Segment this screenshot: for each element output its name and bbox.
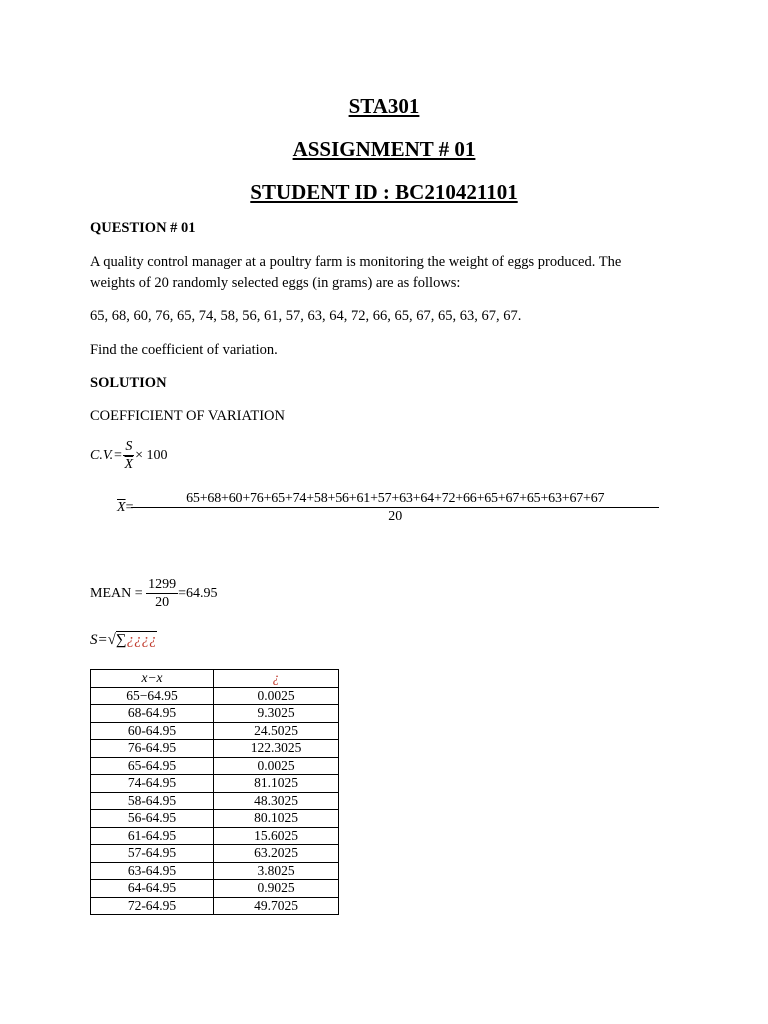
squared-deviation-cell: 0.0025 — [214, 757, 339, 775]
cv-formula — [90, 440, 168, 472]
squared-deviation-cell: 15.6025 — [214, 827, 339, 845]
mean-result — [90, 578, 218, 610]
deviation-cell: 64-64.95 — [91, 880, 214, 898]
table-header-squared — [214, 670, 339, 688]
squared-deviation-cell: 49.7025 — [214, 897, 339, 915]
deviation-cell: 65−64.95 — [91, 687, 214, 705]
table-row — [91, 880, 339, 898]
table-row — [91, 757, 339, 775]
cv-fraction — [123, 440, 136, 472]
mean-result-numerator: 1299 — [148, 577, 177, 592]
deviation-cell: 58-64.95 — [91, 792, 214, 810]
std-dev-formula — [90, 630, 157, 651]
mean-result-fraction — [146, 578, 178, 610]
mean-count: 20 — [388, 509, 403, 524]
table-row — [91, 740, 339, 758]
radical-icon: √ — [107, 632, 116, 648]
squared-deviation-cell: 63.2025 — [214, 845, 339, 863]
deviation-cell: 60-64.95 — [91, 722, 214, 740]
squared-deviation-cell: 0.0025 — [214, 687, 339, 705]
mean-formula — [117, 492, 657, 524]
table-row — [91, 897, 339, 915]
squared-deviation-cell: 9.3025 — [214, 705, 339, 723]
table-header-deviation — [91, 670, 214, 688]
table-row — [91, 827, 339, 845]
mean-equals: = — [125, 500, 134, 515]
sigma-icon: ∑ — [115, 632, 127, 648]
table-row — [91, 775, 339, 793]
course-title: STA301 — [348, 94, 420, 118]
header-text: ¿ — [272, 670, 280, 686]
data-values: 65, 68, 60, 76, 65, 74, 58, 56, 61, 57, 63, 64, 72, 66, 65, 67, 65, 63, 67, 67. — [90, 308, 522, 324]
table-row — [91, 687, 339, 705]
deviation-cell: 56-64.95 — [91, 810, 214, 828]
cv-denominator: X — [124, 457, 134, 472]
deviation-cell: 76-64.95 — [91, 740, 214, 758]
table-row — [91, 705, 339, 723]
deviation-cell: 63-64.95 — [91, 862, 214, 880]
squared-deviation-cell: 80.1025 — [214, 810, 339, 828]
deviation-cell: 68-64.95 — [91, 705, 214, 723]
deviation-cell: 61-64.95 — [91, 827, 214, 845]
cv-multiplier: × 100 — [135, 448, 168, 464]
mean-result-denominator: 20 — [155, 595, 170, 610]
question-line-2: weights of 20 randomly selected eggs (in grams) are as follows: — [90, 275, 461, 291]
squared-deviation-cell: 122.3025 — [214, 740, 339, 758]
cv-heading: COEFFICIENT OF VARIATION — [90, 408, 285, 424]
mean-sum: 65+68+60+76+65+74+58+56+61+57+63+64+72+66+65+67+65+63+67+67 — [131, 492, 659, 508]
mean-result-value: =64.95 — [178, 586, 218, 602]
cv-lhs: C.V.= — [90, 448, 123, 464]
squared-deviation-cell: 48.3025 — [214, 792, 339, 810]
solution-heading: SOLUTION — [90, 375, 167, 391]
question-heading: QUESTION # 01 — [90, 220, 196, 236]
table-row — [91, 810, 339, 828]
assignment-title: ASSIGNMENT # 01 — [292, 137, 476, 161]
squared-deviation-cell: 81.1025 — [214, 775, 339, 793]
squared-deviation-cell: 3.8025 — [214, 862, 339, 880]
squared-deviation-cell: 24.5025 — [214, 722, 339, 740]
mean-label: MEAN = — [90, 586, 143, 602]
deviation-cell: 72-64.95 — [91, 897, 214, 915]
table-row — [91, 862, 339, 880]
table-row — [91, 845, 339, 863]
mean-fraction — [133, 492, 657, 524]
deviation-cell: 65-64.95 — [91, 757, 214, 775]
deviation-table — [90, 669, 339, 915]
table-row — [91, 722, 339, 740]
cv-numerator: S — [125, 439, 133, 454]
table-header-row — [91, 670, 339, 688]
find-instruction: Find the coefficient of variation. — [90, 342, 278, 358]
squared-deviation-cell: 0.9025 — [214, 880, 339, 898]
xbar-symbol: $\overline{X}$ — [117, 500, 126, 515]
s-lhs: S= — [90, 632, 108, 648]
question-line-1: A quality control manager at a poultry farm is monitoring the weight of eggs produced. The — [90, 254, 622, 270]
deviation-cell: 74-64.95 — [91, 775, 214, 793]
garbled-symbols: ¿¿¿¿ — [126, 632, 157, 648]
student-id: STUDENT ID : BC210421101 — [250, 180, 518, 204]
deviation-cell: 57-64.95 — [91, 845, 214, 863]
table-row — [91, 792, 339, 810]
header-text: x−x — [141, 670, 163, 686]
question-text — [90, 252, 621, 294]
